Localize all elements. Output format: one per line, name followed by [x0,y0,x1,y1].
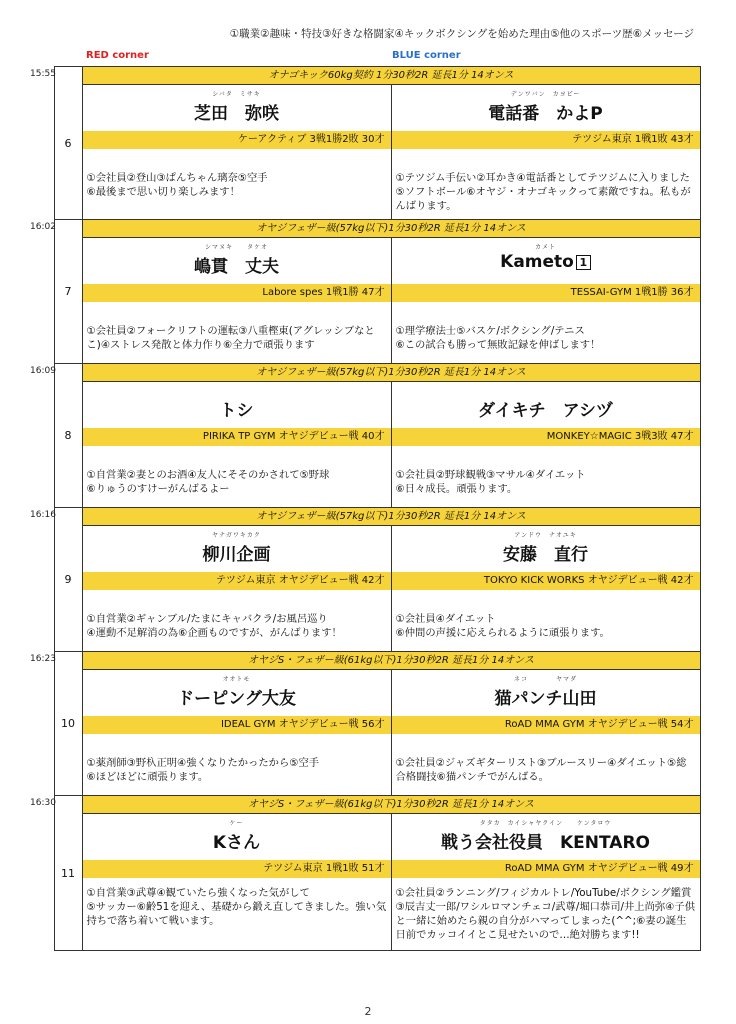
blue-fighter-cell [391,85,700,220]
red-fighter-cell [82,526,391,652]
blue-fighter-ruby: ネコ ヤマダ [514,676,578,683]
bout-number: 11 [54,796,82,951]
bout-number: 6 [54,67,82,220]
bout-time: 16:30 [30,797,56,808]
blue-fighter-gym: TOKYO KICK WORKS オヤジデビュー戦 42才 [392,572,700,590]
page-number: 2 [364,1005,372,1018]
red-fighter-gym: IDEAL GYM オヤジデビュー戦 56才 [83,716,391,734]
bout-time-cell [30,796,54,951]
blue-fighter-name [392,99,700,124]
red-fighter-name [83,396,391,421]
red-fighter-name [83,252,391,277]
blue-fighter-name [392,540,700,565]
weight-class: オヤジフェザー級(57kg以下)1分30秒2R 延長1分 14オンス [82,220,700,238]
bout-number: 7 [54,220,82,364]
bout-time-cell [30,67,54,220]
red-fighter-gym: テツジム東京 オヤジデビュー戦 42才 [83,572,391,590]
blue-fighter-name [392,828,700,853]
blue-fighter-gym: RoAD MMA GYM オヤジデビュー戦 49才 [392,860,700,878]
bout-time-cell [30,652,54,796]
blue-fighter-cell [391,670,700,796]
weight-class: オヤジフェザー級(57kg以下)1分30秒2R 延長1分 14オンス [82,364,700,382]
fighter-name-text: ダイキチ アシヅ [478,401,613,421]
red-fighter-name [83,540,391,565]
red-fighter-ruby: シバタ ミサキ [212,91,261,98]
blue-fighter-cell [391,814,700,951]
blue-fighter-ruby: タタカ カイシャヤクイン ケンタロウ [479,820,612,827]
blue-fighter-ruby: アンドウ ナオユキ [514,532,577,539]
bout-time: 16:23 [30,653,56,664]
bout-time-cell [30,364,54,508]
red-fighter-message: ①会社員②フォークリフトの運転③八重樫東(アグレッシブなとこ)④ストレス発散と体力作り⑥全力で頑張ります [86,325,375,351]
bout-time: 16:09 [30,365,56,376]
red-fighter-name [83,684,391,709]
fight-card-table [30,66,701,951]
blue-fighter-message: ①会社員②ジャズギターリスト③ブルースリー④ダイエット⑤総合格闘技⑥猫パンチでがんばる。 [395,757,687,783]
blue-fighter-message: ①テツジム手伝い②耳かき④電話番としてテツジムに入りました⑤ソフトボール⑥オヤジ・オナゴキックって素敵ですね。私もがんばります。 [395,172,691,212]
weight-class: オナゴキック60kg契約 1分30秒2R 延長1分 14オンス [82,67,700,85]
weight-class: オヤジフェザー級(57kg以下)1分30秒2R 延長1分 14オンス [82,508,700,526]
weight-class: オヤジS・フェザー級(61kg以下)1分30秒2R 延長1分 14オンス [82,652,700,670]
fighter-name-text: Kameto [500,252,574,272]
red-fighter-cell [82,85,391,220]
blue-fighter-message: ①会社員④ダイエット ⑥仲間の声援に応えられるように頑張ります。 [395,613,610,639]
fighter-name-text: 柳川企画 [202,545,271,565]
fighter-name-text: 戦う会社役員 KENTARO [441,833,650,853]
blue-fighter-gym: テツジム東京 1戦1敗 43才 [392,131,700,149]
blue-fighter-cell [391,526,700,652]
blue-fighter-gym: MONKEY☆MAGIC 3戦3敗 47才 [392,428,700,446]
fighter-name-text: 安藤 直行 [503,545,588,565]
fighter-name-text: トシ [219,401,254,421]
blue-fighter-gym: RoAD MMA GYM オヤジデビュー戦 54才 [392,716,700,734]
blue-fighter-message: ①会社員②野球観戦③マサル④ダイエット ⑥日々成長。頑張ります。 [395,469,586,495]
blue-fighter-message: ①理学療法士⑤バスケ/ボクシング/テニス ⑥この試合も勝って無敗記録を伸ばします！ [395,325,601,351]
record-badge: 1 [576,255,591,270]
bout-number: 9 [54,508,82,652]
red-fighter-cell [82,670,391,796]
blue-fighter-name [392,684,700,709]
fighter-name-text: 電話番 かよP [488,104,603,124]
fighter-name-text: 猫パンチ山田 [494,689,597,709]
red-fighter-ruby: ヤナガワキカク [212,532,261,539]
red-fighter-gym: テツジム東京 1戦1敗 51才 [83,860,391,878]
fighter-name-text: 嶋貫 丈夫 [194,257,279,277]
fighter-name-text: Kさん [212,833,261,853]
fighter-name-text: ドーピング大友 [177,689,296,709]
blue-corner-label: BLUE corner [392,50,461,61]
bout-number: 10 [54,652,82,796]
red-fighter-message: ①会社員②登山③ぱんちゃん璃奈⑤空手 ⑥最後まで思い切り楽しみます！ [86,172,268,198]
red-fighter-cell [82,238,391,364]
red-fighter-gym: PIRIKA TP GYM オヤジデビュー戦 40才 [83,428,391,446]
blue-fighter-message: ①会社員②ランニング/フィジカルトレ/YouTube/ボクシング鑑賞③辰吉丈一郎/ワシルロマンチェコ/武尊/堀口恭司/井上尚弥④子供と一緒に始めたら親の自分がハマってしまった(^^;⑥妻の誕生日前でカッコイイとこ見せたいので…絶対勝ちます!! [395,887,695,941]
fighter-name-text: 芝田 弥咲 [194,104,279,124]
bout-time: 15:55 [30,68,56,79]
blue-fighter-cell [391,382,700,508]
red-corner-label: RED corner [86,50,149,61]
blue-fighter-name [392,396,700,421]
bout-time: 16:02 [30,221,56,232]
legend: ①職業②趣味・特技③好きな格闘家④キックボクシングを始めた理由⑤他のスポーツ歴⑥メッセージ [229,28,694,40]
blue-fighter-ruby: デンワバン カヨピー [510,91,581,98]
red-fighter-message: ①自営業②妻とのお酒④友人にそそのかされて⑤野球 ⑥りゅうのすけーがんばるよー [86,469,330,495]
red-fighter-cell [82,814,391,951]
red-fighter-gym: Labore spes 1戦1勝 47才 [83,284,391,302]
red-fighter-ruby: シマヌキ タケオ [205,244,268,251]
blue-fighter-gym: TESSAI-GYM 1戦1勝 36才 [392,284,700,302]
bout-time: 16:16 [30,509,56,520]
blue-fighter-name [392,252,700,272]
bout-time-cell [30,220,54,364]
red-fighter-ruby: ケー [229,820,244,827]
bout-time-cell [30,508,54,652]
red-fighter-ruby: オオトモ [222,676,251,683]
red-fighter-message: ①薬剤師③野杁正明④強くなりたかったから⑤空手 ⑥ほどほどに頑張ります。 [86,757,320,783]
blue-fighter-cell [391,238,700,364]
red-fighter-gym: ケーアクティブ 3戦1勝2敗 30才 [83,131,391,149]
bout-number: 8 [54,364,82,508]
red-fighter-message: ①自営業②ギャンブル/たまにキャバクラ/お風呂巡り ④運動不足解消の為⑥企画ものですが、がんばります！ [86,613,342,639]
red-fighter-cell [82,382,391,508]
weight-class: オヤジS・フェザー級(61kg以下)1分30秒2R 延長1分 14オンス [82,796,700,814]
blue-fighter-ruby: カメト [535,244,557,251]
red-fighter-message: ①自営業③武尊④観ていたら強くなった気がして ⑤サッカー⑥齢51を迎え、基礎から鍛え直してきました。強い気持ちで落ち着いて戦います。 [86,887,387,927]
red-fighter-name [83,99,391,124]
red-fighter-name [83,828,391,853]
